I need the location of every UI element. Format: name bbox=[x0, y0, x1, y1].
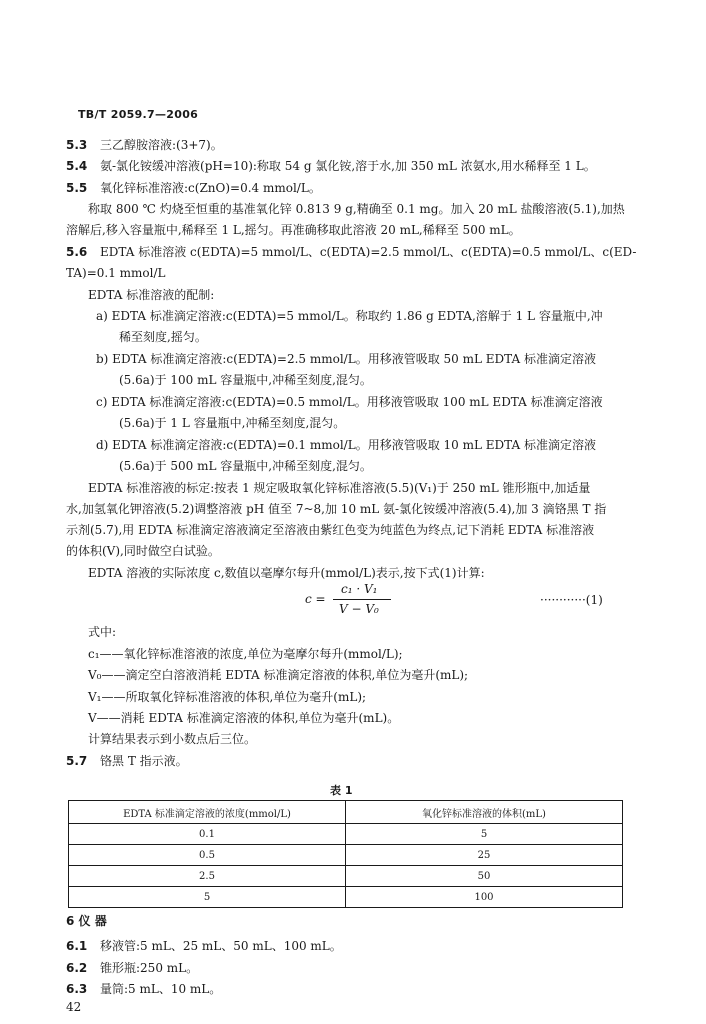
formula-denominator: V − V₀ bbox=[339, 602, 379, 616]
clause-5-7: 5.7 铬黑 T 指示液。 bbox=[66, 754, 188, 768]
concentration-statement: EDTA 溶液的实际浓度 c,数值以毫摩尔每升(mmol/L)表示,按下式(1)计算: bbox=[88, 566, 485, 580]
result-precision-note: 计算结果表示到小数点后三位。 bbox=[88, 732, 257, 746]
clause-5-5-text-line-2: 溶解后,移入容量瓶中,稀释至 1 L,摇匀。再准确移取此溶液 20 mL,稀释至 500 mL。 bbox=[66, 223, 521, 237]
variable-c1-definition: c₁——氧化锌标准溶液的浓度,单位为毫摩尔每升(mmol/L); bbox=[88, 647, 403, 661]
calibration-line-1: EDTA 标准溶液的标定:按表 1 规定吸取氧化锌标准溶液(5.5)(V₁)于 250 mL 锥形瓶中,加适量 bbox=[88, 481, 591, 495]
list-item-d-line-2: (5.6a)于 500 mL 容量瓶中,冲稀至刻度,混匀。 bbox=[119, 459, 372, 473]
formula-lhs: c = bbox=[305, 592, 326, 606]
formula-fraction bbox=[333, 582, 391, 622]
table-header-edta-concentration: EDTA 标准滴定溶液的浓度(mmol/L) bbox=[69, 801, 346, 824]
list-item-b-line-1: b) EDTA 标准滴定溶液:c(EDTA)=2.5 mmol/L。用移液管吸取 50 mL EDTA 标准滴定溶液 bbox=[96, 352, 596, 366]
clause-5-6: 5.6 EDTA 标准溶液 c(EDTA)=5 mmol/L、c(EDTA)=2.5 mmol/L、c(EDTA)=0.5 mmol/L、c(ED- bbox=[66, 245, 637, 259]
page-number: 42 bbox=[66, 1000, 82, 1014]
table-cell-volume: 5 bbox=[346, 824, 623, 845]
clause-5-5: 5.5 氧化锌标准溶液:c(ZnO)=0.4 mmol/L。 bbox=[66, 181, 321, 195]
table-cell-volume: 25 bbox=[346, 845, 623, 866]
table-row bbox=[69, 866, 623, 887]
table-cell-concentration: 0.1 bbox=[69, 824, 346, 845]
standard-code-header: TB/T 2059.7—2006 bbox=[78, 108, 199, 121]
table-row bbox=[69, 887, 623, 908]
where-label: 式中: bbox=[88, 625, 117, 639]
table-cell-concentration: 5 bbox=[69, 887, 346, 908]
clause-5-6-continuation: TA)=0.1 mmol/L bbox=[66, 266, 166, 280]
table-1 bbox=[68, 800, 623, 908]
list-item-a-line-1: a) EDTA 标准滴定溶液:c(EDTA)=5 mmol/L。称取约 1.86 g EDTA,溶解于 1 L 容量瓶中,冲 bbox=[96, 309, 603, 323]
clause-6-2: 6.2 锥形瓶:250 mL。 bbox=[66, 961, 199, 975]
table-1-title: 表 1 bbox=[330, 784, 353, 797]
clause-6-3: 6.3 量筒:5 mL、10 mL。 bbox=[66, 982, 222, 996]
clause-5-4: 5.4 氨-氯化铵缓冲溶液(pH=10):称取 54 g 氯化铵,溶于水,加 350 mL 浓氨水,用水稀释至 1 L。 bbox=[66, 159, 596, 173]
list-item-d-line-1: d) EDTA 标准滴定溶液:c(EDTA)=0.1 mmol/L。用移液管吸取 10 mL EDTA 标准滴定溶液 bbox=[96, 438, 596, 452]
table-row bbox=[69, 824, 623, 845]
clause-5-5-text-line-1: 称取 800 ℃ 灼烧至恒重的基准氧化锌 0.813 9 g,精确至 0.1 mg。加入 20 mL 盐酸溶液(5.1),加热 bbox=[88, 202, 625, 216]
list-item-a-line-2: 稀至刻度,摇匀。 bbox=[119, 330, 207, 344]
variable-v1-definition: V₁——所取氧化锌标准溶液的体积,单位为毫升(mL); bbox=[88, 690, 367, 704]
table-cell-volume: 100 bbox=[346, 887, 623, 908]
variable-v0-definition: V₀——滴定空白溶液消耗 EDTA 标准滴定溶液的体积,单位为毫升(mL); bbox=[88, 668, 469, 682]
calibration-line-2: 水,加氢氧化钾溶液(5.2)调整溶液 pH 值至 7~8,加 10 mL 氨-氯化铵缓冲溶液(5.4),加 3 滴铬黑 T 指 bbox=[66, 502, 607, 516]
edta-preparation-title: EDTA 标准溶液的配制: bbox=[88, 288, 215, 302]
fraction-bar bbox=[333, 599, 391, 600]
list-item-b-line-2: (5.6a)于 100 mL 容量瓶中,冲稀至刻度,混匀。 bbox=[119, 373, 372, 387]
calibration-line-3: 示剂(5.7),用 EDTA 标准滴定溶液滴定至溶液由紫红色变为纯蓝色为终点,记下消耗 EDTA 标准溶液 bbox=[66, 523, 595, 537]
clause-5-3: 5.3 三乙醇胺溶液:(3+7)。 bbox=[66, 138, 223, 152]
variable-v-definition: V——消耗 EDTA 标准滴定溶液的体积,单位为毫升(mL)。 bbox=[88, 711, 400, 725]
table-header-row bbox=[69, 801, 623, 824]
equation-number: ············(1) bbox=[540, 593, 603, 607]
formula-1 bbox=[305, 582, 545, 622]
formula-numerator: c₁ · V₁ bbox=[341, 582, 378, 596]
table-cell-concentration: 0.5 bbox=[69, 845, 346, 866]
calibration-line-4: 的体积(V),同时做空白试验。 bbox=[66, 544, 220, 558]
table-header-zno-volume: 氧化锌标准溶液的体积(mL) bbox=[346, 801, 623, 824]
clause-6-1: 6.1 移液管:5 mL、25 mL、50 mL、100 mL。 bbox=[66, 939, 342, 953]
table-row bbox=[69, 845, 623, 866]
list-item-c-line-1: c) EDTA 标准滴定溶液:c(EDTA)=0.5 mmol/L。用移液管吸取 100 mL EDTA 标准滴定溶液 bbox=[96, 395, 603, 409]
table-cell-concentration: 2.5 bbox=[69, 866, 346, 887]
section-6-heading: 6 仪 器 bbox=[66, 914, 107, 928]
table-cell-volume: 50 bbox=[346, 866, 623, 887]
list-item-c-line-2: (5.6a)于 1 L 容量瓶中,冲稀至刻度,混匀。 bbox=[119, 416, 346, 430]
